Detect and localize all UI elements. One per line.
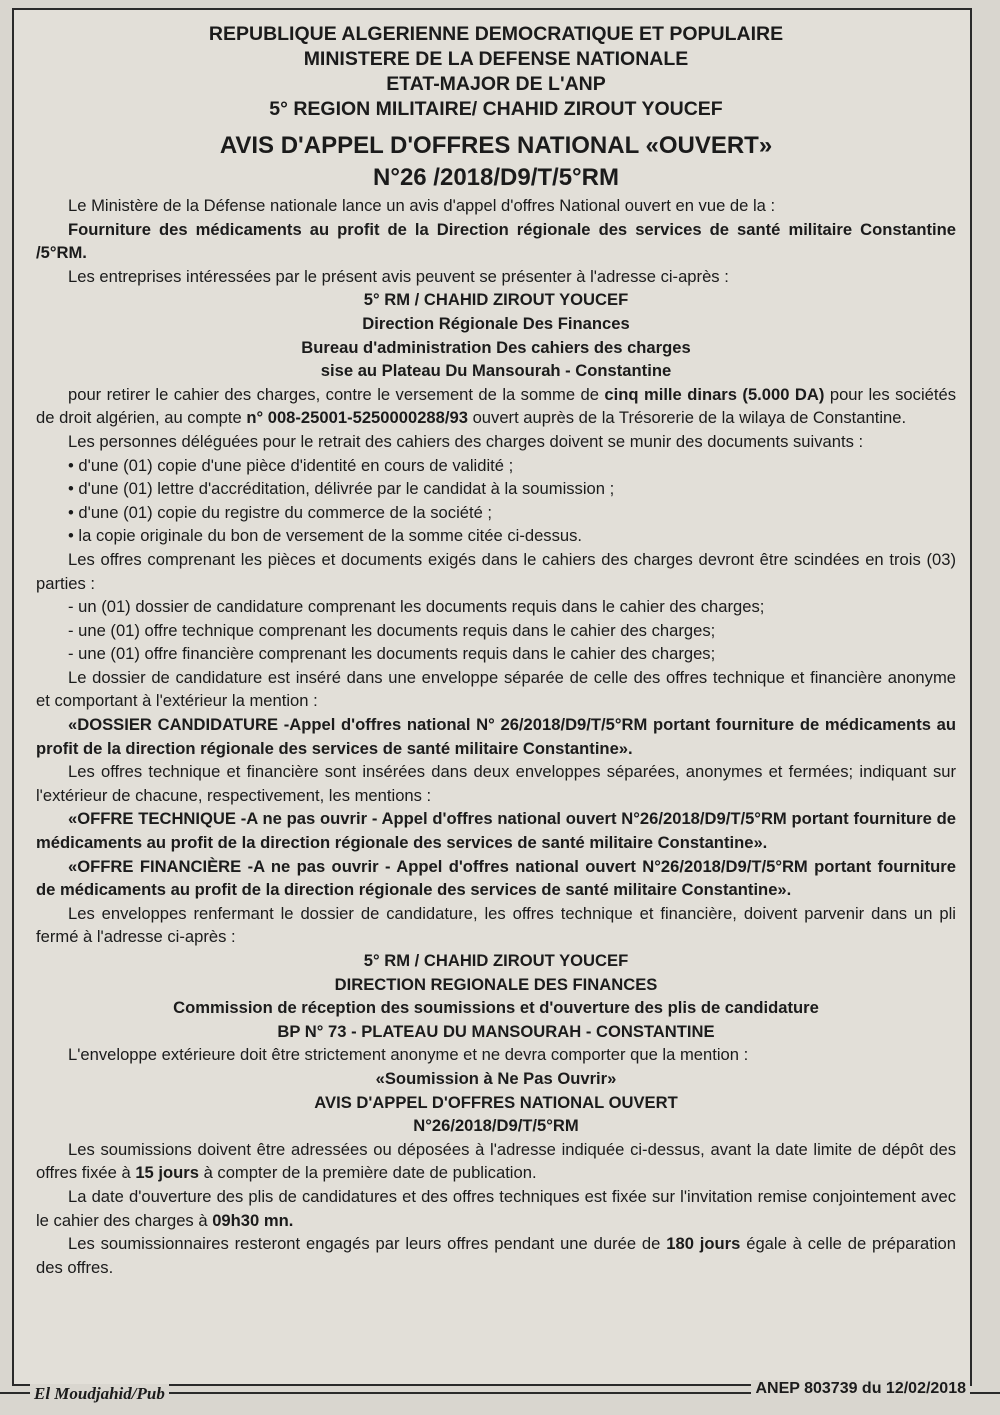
notice-number: N°26 /2018/D9/T/5°RM	[373, 164, 619, 191]
notice-content	[36, 22, 956, 1279]
validity-days: 180 jours	[666, 1234, 741, 1254]
technical-offer-mention: «OFFRE TECHNIQUE -A ne pas ouvrir - Appel d'offres national ouvert N°26/2018/D9/T/5°RM portant fourniture de médicaments au profit de la direction régionale des services de santé militaire Constantine».	[36, 809, 956, 853]
address1-line: Direction Régionale Des Finances	[362, 313, 630, 333]
header-staff: ETAT-MAJOR DE L'ANP	[386, 73, 606, 95]
candidature-mention: «DOSSIER CANDIDATURE -Appel d'offres national N° 26/2018/D9/T/5°RM portant fourniture de médicaments au profit de la direction régionale des services de santé militaire Constantine».	[36, 715, 956, 758]
header-ministry: MINISTERE DE LA DEFENSE NATIONALE	[303, 48, 689, 70]
text-span: pour les sociétés de droit algérien, au compte	[36, 384, 956, 428]
text-span: ouvert auprès de la Trésorerie de la wilaya de Constantine.	[467, 408, 907, 428]
text-span: La date d'ouverture des plis de candidatures et des offres techniques est fixée sur l'invitation remise conjointement avec le cahier des charges à	[36, 1186, 956, 1230]
text-span: Les soumissions doivent être adressées ou déposées à l'adresse indiquée ci-dessus, avant la date limite de dépôt des offres fixée à	[36, 1139, 956, 1183]
object-paragraph: Fourniture des médicaments au profit de la Direction régionale des services de santé militaire Constantine /5°RM.	[36, 219, 956, 263]
offers-paragraph: Les offres comprenant les pièces et documents exigés dans le cahiers des charges devront être scindées en trois (03) parties :	[36, 549, 956, 593]
list-item: - un (01) dossier de candidature comprenant les documents requis dans le cahier des charges;	[68, 597, 765, 617]
list-item: • d'une (01) lettre d'accréditation, délivrée par le candidat à la soumission ;	[68, 479, 615, 499]
outer-envelope-paragraph: L'enveloppe extérieure doit être strictement anonyme et ne devra comporter que la mention :	[68, 1045, 749, 1065]
publisher-credit: El Moudjahid/Pub	[30, 1384, 169, 1404]
address2-line: DIRECTION REGIONALE DES FINANCES	[334, 974, 658, 994]
address2-line: 5° RM / CHAHID ZIROUT YOUCEF	[363, 951, 629, 970]
address1-line: sise au Plateau Du Mansourah - Constantine	[320, 361, 672, 381]
companies-paragraph: Les entreprises intéressées par le présent avis peuvent se présenter à l'adresse ci-après :	[68, 266, 729, 286]
delegates-paragraph: Les personnes déléguées pour le retrait des cahiers des charges doivent se munir des documents suivants :	[68, 431, 864, 451]
list-item: - une (01) offre technique comprenant les documents requis dans le cahier des charges;	[68, 620, 716, 640]
address2-line: Commission de réception des soumissions et d'ouverture des plis de candidature	[173, 998, 819, 1018]
list-item: • d'une (01) copie d'une pièce d'identité en cours de validité ;	[68, 455, 514, 475]
mention-line: AVIS D'APPEL D'OFFRES NATIONAL OUVERT	[314, 1092, 678, 1112]
envelopes-paragraph: Les offres technique et financière sont insérées dans deux enveloppes séparées, anonymes et fermées; indiquant sur l'extérieur de chacune, respectivement, les mentions :	[36, 762, 956, 805]
candidature-paragraph: Le dossier de candidature est inséré dans une enveloppe séparée de celle des offres technique et financière anonyme et comportant à l'extérieur la mention :	[36, 667, 956, 711]
fee-amount: cinq mille dinars (5.000 DA)	[604, 384, 825, 404]
account-number: n° 008-25001-5250000288/93	[246, 408, 468, 428]
text-span: pour retirer le cahier des charges, contre le versement de la somme de	[68, 384, 605, 404]
intro-paragraph: Le Ministère de la Défense nationale lance un avis d'appel d'offres National ouvert en vue de la :	[68, 196, 776, 215]
address2-line: BP N° 73 - PLATEAU DU MANSOURAH - CONSTANTINE	[277, 1021, 715, 1041]
mention-line: «Soumission à Ne Pas Ouvrir»	[375, 1068, 617, 1088]
withdrawal-paragraph	[36, 383, 956, 430]
notice-frame	[12, 8, 972, 1386]
financial-offer-mention: «OFFRE FINANCIÈRE -A ne pas ouvrir - Appel d'offres national ouvert N°26/2018/D9/T/5°RM portant fourniture de médicaments au profit de la direction régionale des services de santé militaire Constantine».	[36, 856, 956, 900]
address1-line: Bureau d'administration Des cahiers des charges	[301, 337, 691, 357]
validity-paragraph	[36, 1232, 956, 1279]
address1-line: 5° RM / CHAHID ZIROUT YOUCEF	[363, 290, 629, 310]
text-span: égale à celle de préparation des offres.	[36, 1234, 956, 1277]
delivery-paragraph: Les enveloppes renfermant le dossier de candidature, les offres technique et financière, doivent parvenir dans un pli fermé à l'adresse ci-après :	[36, 903, 956, 947]
text-span: à compter de la première date de publication.	[198, 1163, 537, 1183]
deadline-days: 15 jours	[135, 1163, 199, 1183]
anep-reference: ANEP 803739 du 12/02/2018	[751, 1380, 970, 1398]
deadline-paragraph	[36, 1138, 956, 1185]
list-item: - une (01) offre financière comprenant les documents requis dans le cahier des charges;	[68, 644, 716, 664]
opening-time: 09h30 mn.	[212, 1210, 294, 1230]
header-republic: REPUBLIQUE ALGERIENNE DEMOCRATIQUE ET POPULAIRE	[208, 23, 784, 45]
header-region: 5° REGION MILITAIRE/ CHAHID ZIROUT YOUCEF	[269, 98, 723, 120]
list-item: • la copie originale du bon de versement de la somme citée ci-dessus.	[68, 526, 583, 546]
notice-title: AVIS D'APPEL D'OFFRES NATIONAL «OUVERT»	[219, 132, 773, 159]
opening-paragraph	[36, 1185, 956, 1232]
list-item: • d'une (01) copie du registre du commerce de la société ;	[68, 502, 493, 522]
mention-line: N°26/2018/D9/T/5°RM	[413, 1116, 579, 1136]
text-span: Les soumissionnaires resteront engagés par leurs offres pendant une durée de	[68, 1234, 667, 1254]
